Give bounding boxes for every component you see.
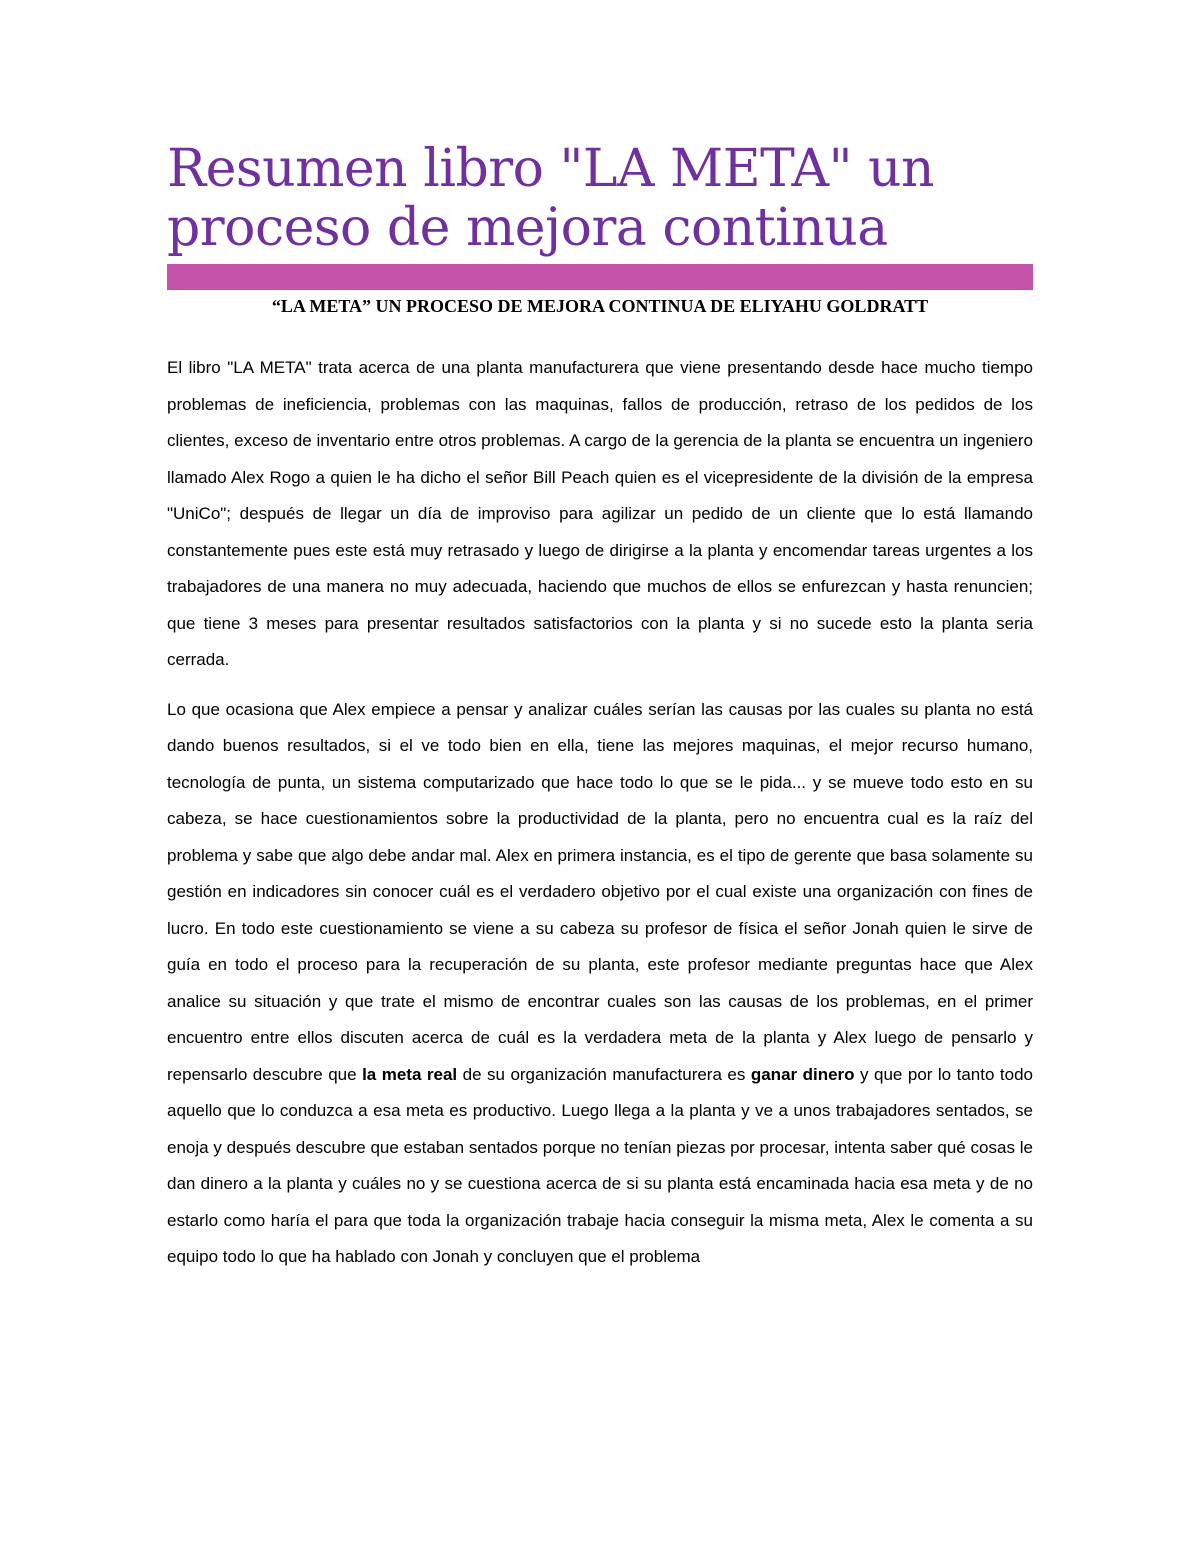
title-underline-bar [167,264,1033,290]
document-subtitle: “LA META” UN PROCESO DE MEJORA CONTINUA DE ELIYAHU GOLDRATT [271,296,929,316]
paragraph-2-text-a: Lo que ocasiona que Alex empiece a pensar y analizar cuáles serían las causas por las cuales su planta no está dando buenos resultados, si el ve todo bien en ella, tiene las mejores maquinas, el mejor recurso humano, tecnología de punta, un sistema computarizado que hace todo lo que se le pida... y se mueve todo esto en su cabeza, se hace cuestionamientos sobre la productividad de la planta, pero no encuentra cual es la raíz del problema y sabe que algo debe andar mal. Alex en primera instancia, es el tipo de gerente que basa solamente su gestión en indicadores sin conocer cuál es el verdadero objetivo por el cual existe una organización con fines de lucro. En todo este cuestionamiento se viene a su cabeza su profesor de física el señor Jonah quien le sirve de guía en todo el proceso para la recuperación de su planta, este profesor mediante preguntas hace que Alex analice su situación y que trate el mismo de encontrar cuales son las causas de los problemas, en el primer encuentro entre ellos discuten acerca de cuál es la verdadera meta de la planta y Alex luego de pensarlo y repensarlo descubre que [167,699,1033,1084]
paragraph-2 [167,692,1033,1276]
paragraph-1: El libro "LA META" trata acerca de una planta manufacturera que viene presentando desde hace mucho tiempo problemas de ineficiencia, problemas con las maquinas, fallos de producción, retraso de los pedidos de los clientes, exceso de inventario entre otros problemas. A cargo de la gerencia de la planta se encuentra un ingeniero llamado Alex Rogo a quien le ha dicho el señor Bill Peach quien es el vicepresidente de la división de la empresa "UniCo"; después de llegar un día de improviso para agilizar un pedido de un cliente que lo está llamando constantemente pues este está muy retrasado y luego de dirigirse a la planta y encomendar tareas urgentes a los trabajadores de una manera no muy adecuada, haciendo que muchos de ellos se enfurezcan y hasta renuncien; que tiene 3 meses para presentar resultados satisfactorios con la planta y si no sucede esto la planta seria cerrada. [167,358,1033,669]
paragraph-2-text-c: y que por lo tanto todo aquello que lo conduzca a esa meta es productivo. Luego llega a la planta y ve a unos trabajadores sentados, se enoja y después descubre que estaban sentados porque no tenían piezas por procesar, intenta saber qué cosas le dan dinero a la planta y cuáles no y se cuestiona acerca de si su planta está encaminada hacia esa meta y de no estarlo como haría el para que toda la organización trabaje hacia conseguir la misma meta, Alex le comenta a su equipo todo lo que ha hablado con Jonah y concluyen que el problema [167,1064,1033,1266]
bold-phrase-ganar-dinero: ganar dinero [750,1064,855,1084]
document-page [167,140,1033,1276]
bold-phrase-meta-real: la meta real [362,1064,458,1084]
paragraph-2-text-b: de su organización manufacturera es [457,1064,751,1084]
document-title: Resumen libro "LA META" un proceso de mejora continua [167,139,934,258]
